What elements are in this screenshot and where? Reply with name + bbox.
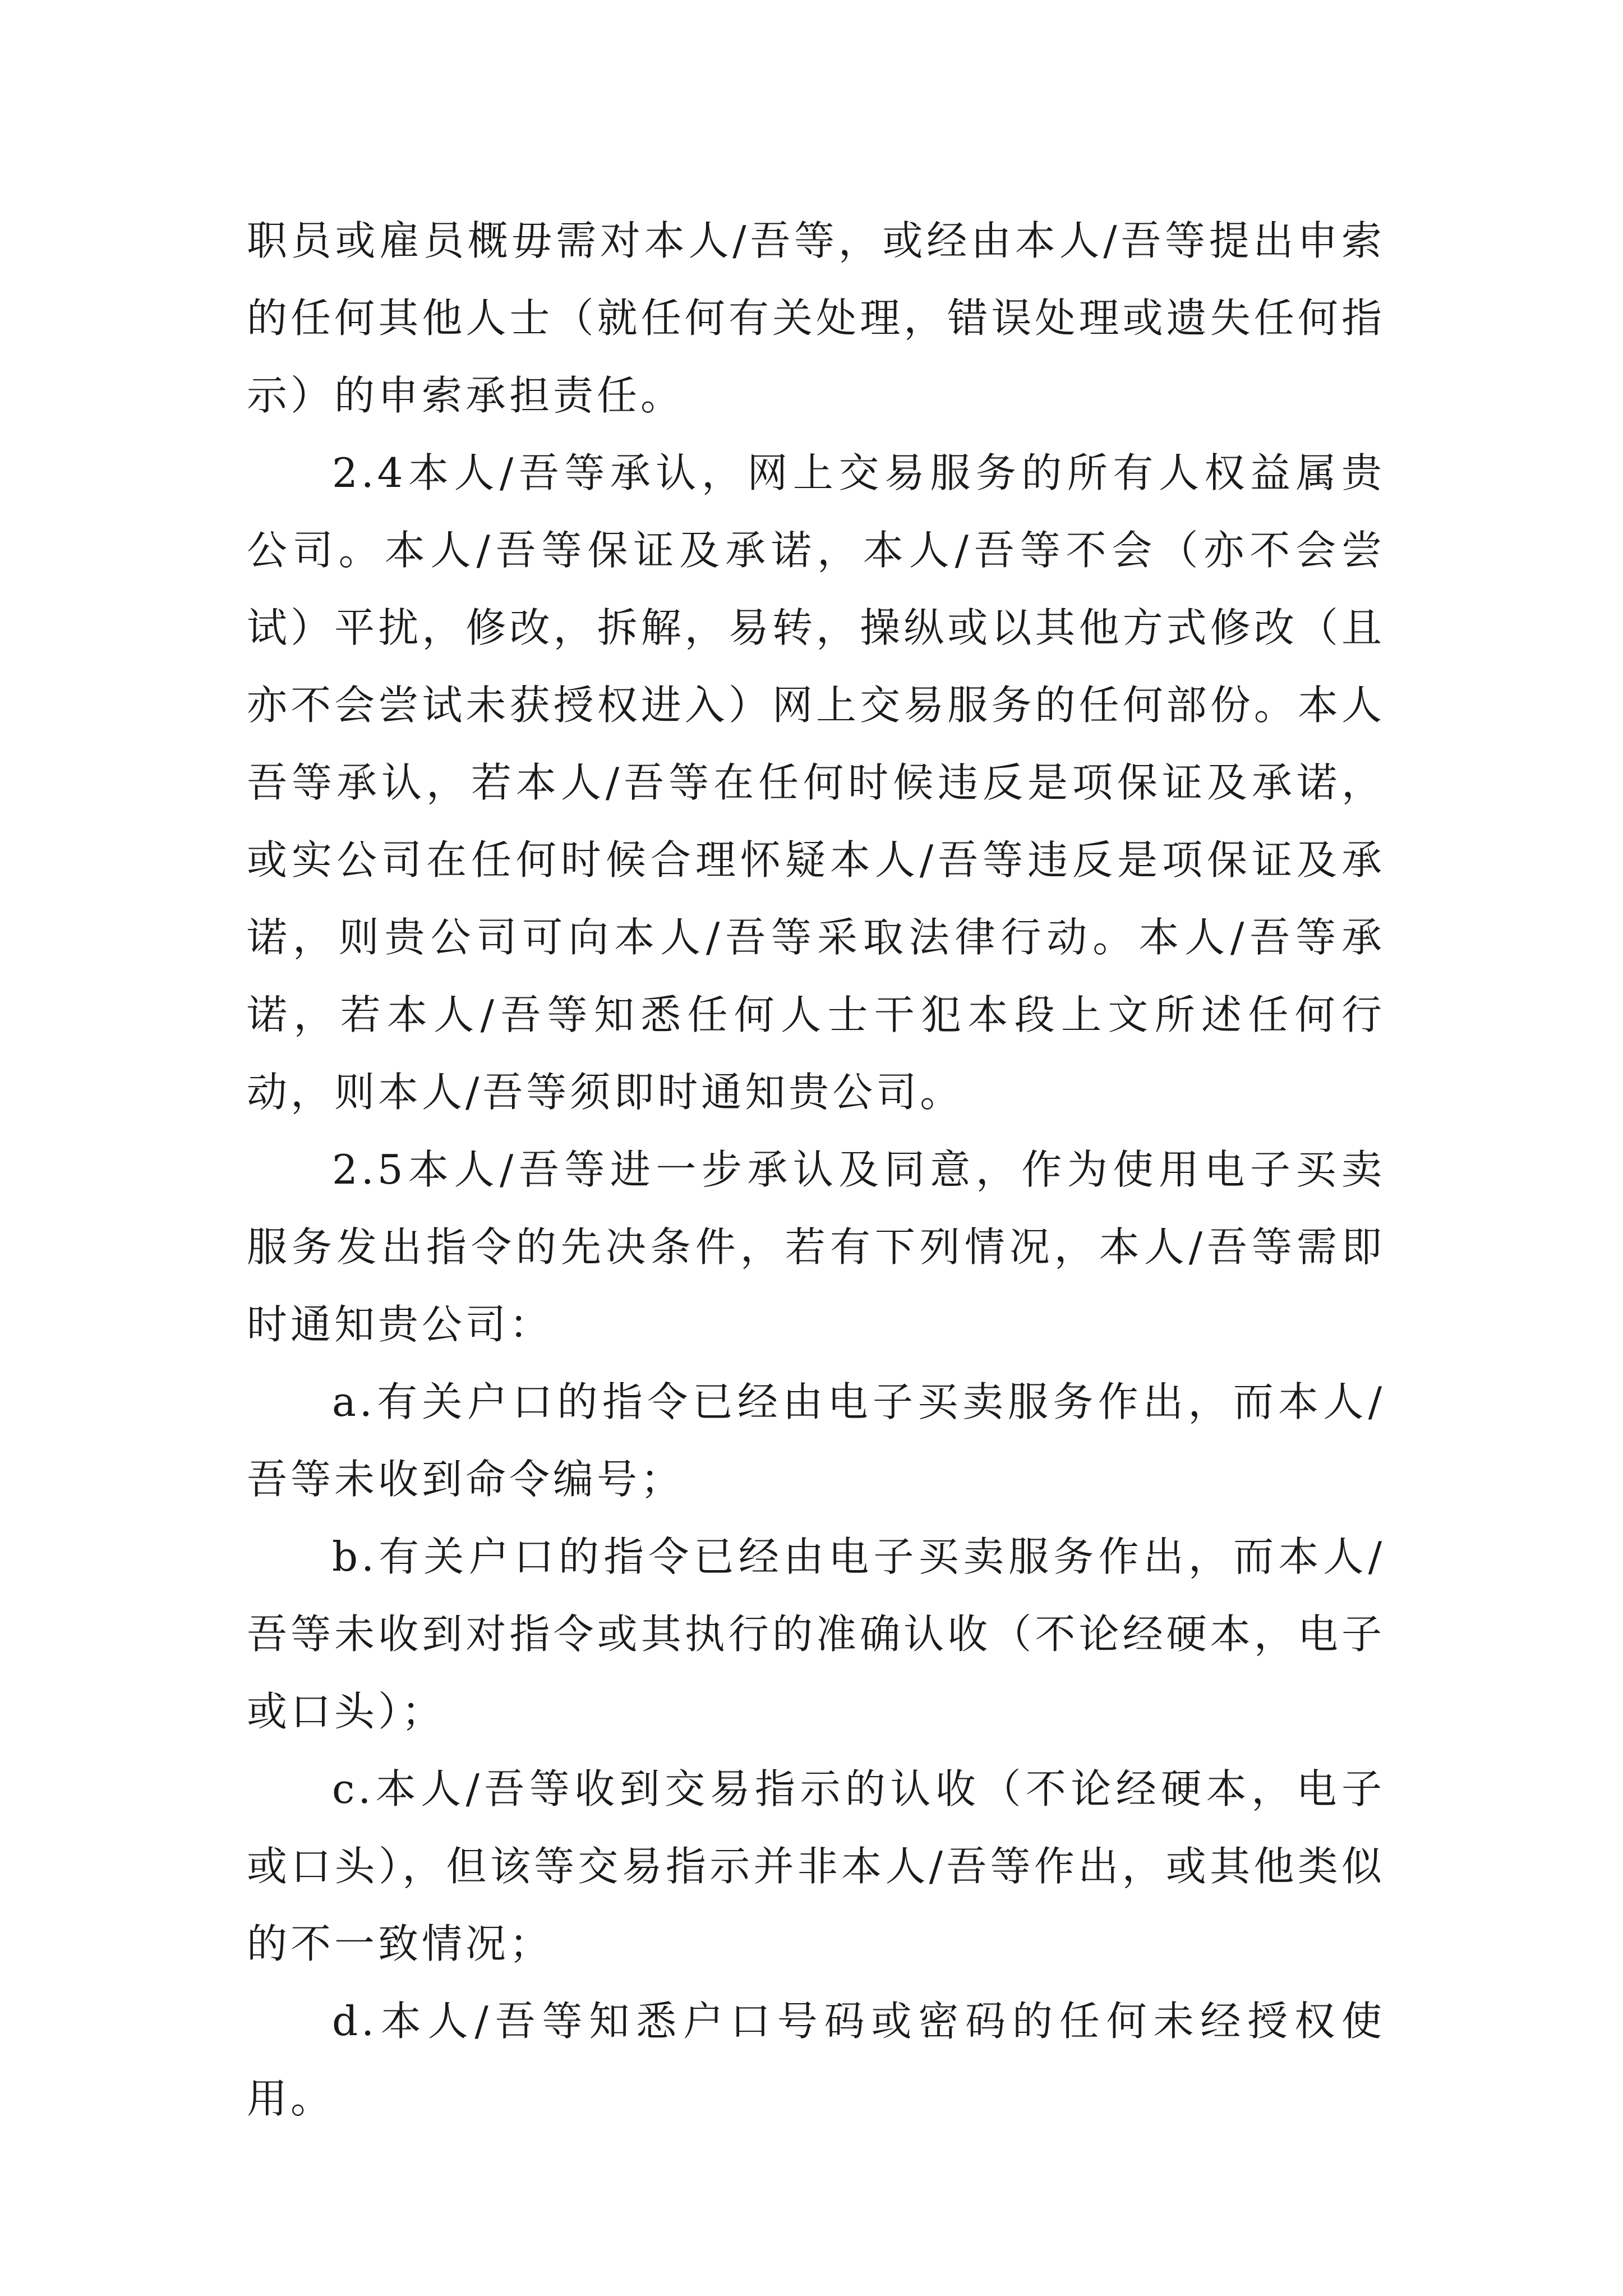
- list-item-a: a.有关户口的指令已经由电子买卖服务作出，而本人/吾等未收到命令编号；: [247, 1378, 1385, 1503]
- list-item-d: d.本人/吾等知悉户口号码或密码的任何未经授权使用。: [247, 1998, 1385, 2122]
- document-page: [247, 202, 1385, 2137]
- paragraph-clause-2-5: 2.5本人/吾等进一步承认及同意，作为使用电子买卖服务发出指令的先决条件，若有下列情况，本人/吾等需即时通知贵公司：: [247, 1146, 1385, 1348]
- paragraph-liability: 职员或雇员概毋需对本人/吾等，或经由本人/吾等提出申索的任何其他人士（就任何有关处理，错误处理或遗失任何指示）的申索承担责任。: [247, 217, 1385, 419]
- paragraph-clause-2-4: 2.4本人/吾等承认，网上交易服务的所有人权益属贵公司。本人/吾等保证及承诺，本人/吾等不会（亦不会尝试）平扰，修改，拆解，易转，操纵或以其他方式修改（且亦不会尝试未获授权进入）网上交易服务的任何部份。本人吾等承认，若本人/吾等在任何时候违反是项保证及承诺，或实公司在任何时候合理怀疑本人/吾等违反是项保证及承诺，则贵公司可向本人/吾等采取法律行动。本人/吾等承诺，若本人/吾等知悉任何人士干犯本段上文所述任何行动，则本人/吾等须即时通知贵公司。: [247, 449, 1385, 1116]
- list-item-b: b.有关户口的指令已经由电子买卖服务作出，而本人/吾等未收到对指令或其执行的准确认收（不论经硬本，电子或口头）；: [247, 1533, 1385, 1735]
- list-item-c: c.本人/吾等收到交易指示的认收（不论经硬本，电子或口头），但该等交易指示并非本人/吾等作出，或其他类似的不一致情况；: [247, 1765, 1385, 1967]
